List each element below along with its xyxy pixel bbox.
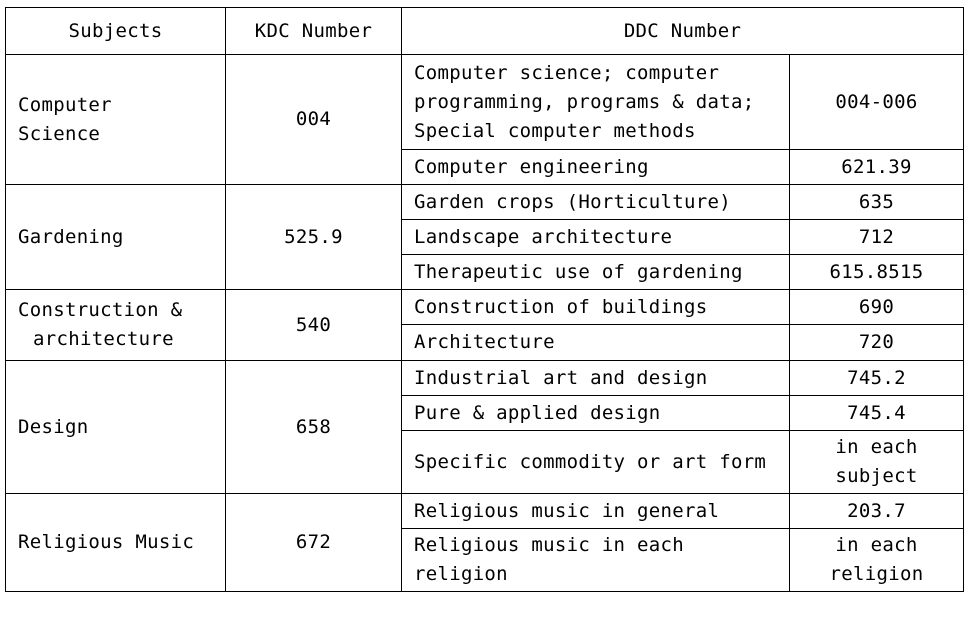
ddc-description-cell: Pure & applied design bbox=[402, 396, 790, 431]
ddc-number-cell bbox=[790, 431, 964, 494]
ddc-number-cell: 745.4 bbox=[790, 396, 964, 431]
table-row bbox=[6, 290, 964, 325]
kdc-number-cell: 004 bbox=[226, 55, 402, 185]
kdc-number-cell: 672 bbox=[226, 494, 402, 592]
table-row bbox=[6, 494, 964, 529]
ddc-description-cell: Religious music in general bbox=[402, 494, 790, 529]
ddc-number-line: in each bbox=[835, 534, 918, 556]
ddc-number-cell: 203.7 bbox=[790, 494, 964, 529]
table-row bbox=[6, 185, 964, 220]
ddc-number-line: subject bbox=[835, 465, 918, 487]
ddc-number-cell: 615.8515 bbox=[790, 255, 964, 290]
ddc-number-cell: 690 bbox=[790, 290, 964, 325]
ddc-description-cell: Garden crops (Horticulture) bbox=[402, 185, 790, 220]
ddc-description-cell: Therapeutic use of gardening bbox=[402, 255, 790, 290]
ddc-number-cell bbox=[790, 529, 964, 592]
ddc-number-cell: 745.2 bbox=[790, 361, 964, 396]
subject-cell: Gardening bbox=[6, 185, 226, 290]
ddc-description-cell: Construction of buildings bbox=[402, 290, 790, 325]
ddc-description-cell bbox=[402, 55, 790, 150]
table-row bbox=[6, 55, 964, 150]
subject-line: Construction & bbox=[18, 299, 183, 321]
ddc-description-cell: Religious music in each religion bbox=[402, 529, 790, 592]
ddc-description-cell: Architecture bbox=[402, 325, 790, 361]
subject-line: architecture bbox=[33, 328, 174, 350]
kdc-number-cell: 540 bbox=[226, 290, 402, 361]
ddc-description-cell: Landscape architecture bbox=[402, 220, 790, 255]
ddc-description-cell: Industrial art and design bbox=[402, 361, 790, 396]
kdc-number-cell: 525.9 bbox=[226, 185, 402, 290]
subject-cell bbox=[6, 290, 226, 361]
ddc-description-cell: Computer engineering bbox=[402, 150, 790, 185]
ddc-number-line: religion bbox=[829, 563, 924, 585]
ddc-number-cell: 635 bbox=[790, 185, 964, 220]
table-row bbox=[6, 361, 964, 396]
subject-cell: Design bbox=[6, 361, 226, 494]
header-ddc-number: DDC Number bbox=[402, 8, 964, 55]
ddc-number-cell: 004-006 bbox=[790, 55, 964, 150]
ddc-number-line: in each bbox=[835, 436, 918, 458]
subject-line: Computer bbox=[18, 93, 112, 116]
ddc-number-cell: 621.39 bbox=[790, 150, 964, 185]
header-row bbox=[6, 8, 964, 55]
ddc-description-line: programming, programs & data; bbox=[414, 90, 755, 113]
header-subjects: Subjects bbox=[6, 8, 226, 55]
ddc-number-cell: 712 bbox=[790, 220, 964, 255]
ddc-description-line: Special computer methods bbox=[414, 119, 696, 142]
ddc-description-line: Computer science; computer bbox=[414, 61, 720, 84]
header-kdc-number: KDC Number bbox=[226, 8, 402, 55]
kdc-number-cell: 658 bbox=[226, 361, 402, 494]
subject-cell bbox=[6, 55, 226, 185]
ddc-description-cell: Specific commodity or art form bbox=[402, 431, 790, 494]
classification-table bbox=[5, 7, 964, 592]
ddc-number-cell: 720 bbox=[790, 325, 964, 361]
subject-line: Science bbox=[18, 122, 101, 145]
subject-cell: Religious Music bbox=[6, 494, 226, 592]
